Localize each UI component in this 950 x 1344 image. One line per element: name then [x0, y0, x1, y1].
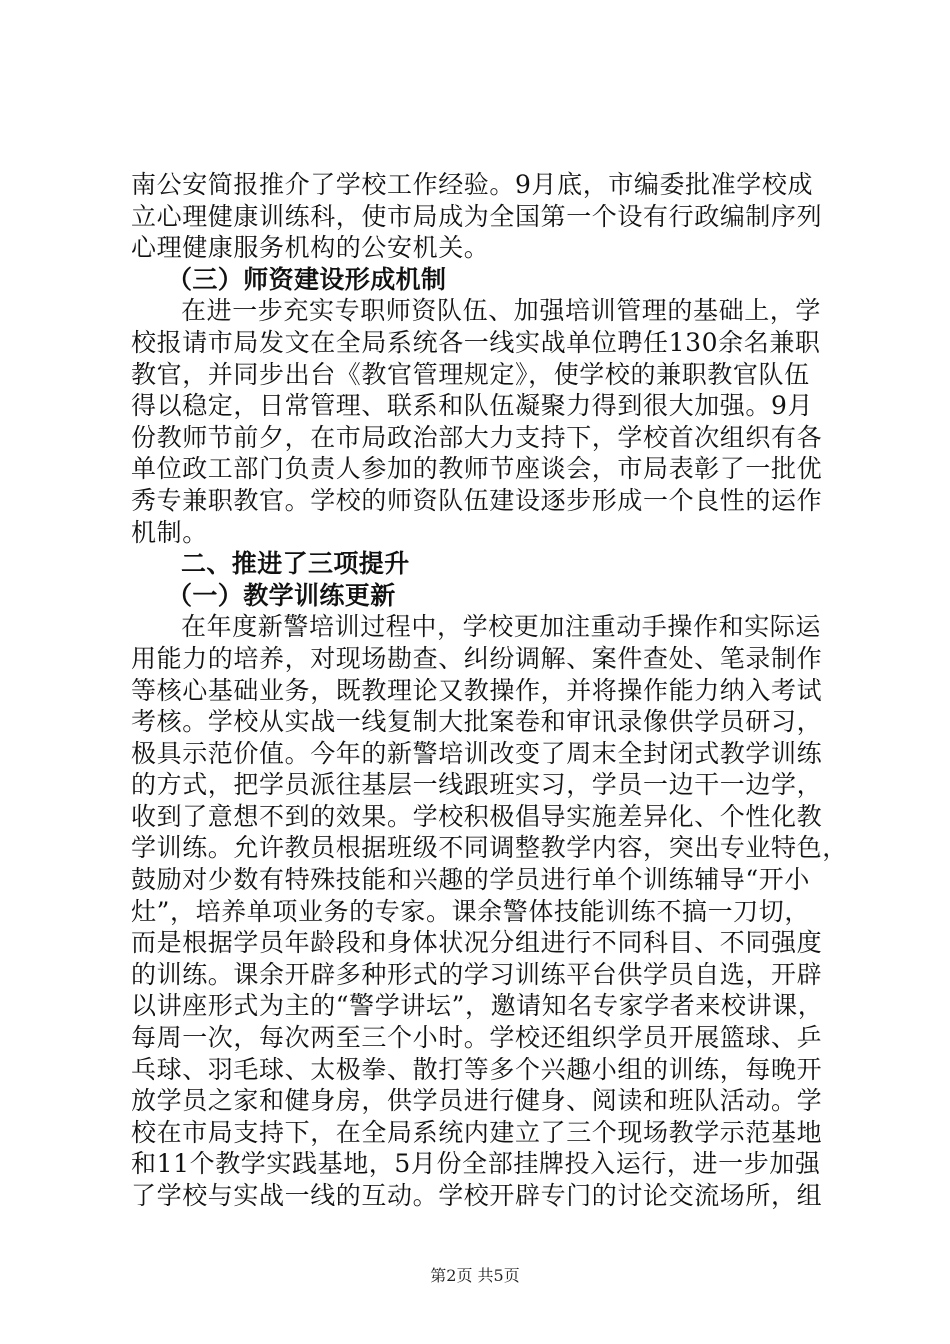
paragraph-line: 的方式，把学员派往基层一线跟班实习，学员一边干一边学，	[131, 770, 823, 800]
paragraph-line: 立心理健康训练科，使市局成为全国第一个设有行政编制序列	[131, 201, 823, 231]
paragraph-line: 乓球、羽毛球、太极拳、散打等多个兴趣小组的训练，每晚开	[131, 1054, 823, 1084]
paragraph-line: 校在市局支持下，在全局系统内建立了三个现场教学示范基地	[131, 1117, 823, 1147]
paragraph-line: 学训练。允许教员根据班级不同调整教学内容，突出专业特色，	[131, 833, 848, 863]
paragraph-line: 机制。	[131, 517, 208, 547]
paragraph-line: 秀专兼职教官。学校的师资队伍建设逐步形成一个良性的运作	[131, 485, 823, 515]
paragraph-line: 鼓励对少数有特殊技能和兴趣的学员进行单个训练辅导“开小	[131, 865, 810, 895]
paragraph-line: 得以稳定，日常管理、联系和队伍凝聚力得到很大加强。9月	[131, 391, 814, 421]
paragraph-line: 极具示范价值。今年的新警培训改变了周末全封闭式教学训练	[131, 738, 823, 768]
paragraph-line: 的训练。课余开辟多种形式的学习训练平台供学员自选，开辟	[131, 959, 823, 989]
paragraph-line: 收到了意想不到的效果。学校积极倡导实施差异化、个性化教	[131, 801, 823, 831]
section-heading: （一）教学训练更新	[167, 580, 396, 610]
paragraph-line: 用能力的培养，对现场勘查、纠纷调解、案件查处、笔录制作	[131, 643, 823, 673]
paragraph-line: 放学员之家和健身房，供学员进行健身、阅读和班队活动。学	[131, 1086, 823, 1116]
paragraph-line: 份教师节前夕，在市局政治部大力支持下，学校首次组织有各	[131, 422, 823, 452]
paragraph-line: 教官，并同步出台《教官管理规定》，使学校的兼职教官队伍	[131, 359, 810, 389]
paragraph-line: 每周一次，每次两至三个小时。学校还组织学员开展篮球、乒	[131, 1023, 823, 1053]
paragraph-line: 在进一步充实专职师资队伍、加强培训管理的基础上，学	[181, 296, 822, 326]
paragraph-line: 等核心基础业务，既教理论又教操作，并将操作能力纳入考试	[131, 675, 823, 705]
paragraph-line: 单位政工部门负责人参加的教师节座谈会，市局表彰了一批优	[131, 454, 823, 484]
paragraph-line: 校报请市局发文在全局系统各一线实战单位聘任130余名兼职	[131, 327, 821, 357]
paragraph-line: 在年度新警培训过程中，学校更加注重动手操作和实际运	[181, 612, 822, 642]
page-footer: 第2页 共5页	[430, 1266, 520, 1285]
paragraph-line: 而是根据学员年龄段和身体状况分组进行不同科目、不同强度	[131, 928, 823, 958]
paragraph-line: 以讲座形式为主的“警学讲坛”，邀请知名专家学者来校讲课，	[131, 991, 824, 1021]
paragraph-line: 南公安简报推介了学校工作经验。9月底，市编委批准学校成	[131, 170, 814, 199]
section-heading: （三）师资建设形成机制	[167, 264, 447, 294]
document-body	[131, 169, 848, 1212]
section-heading: 二、推进了三项提升	[181, 549, 410, 579]
paragraph-line: 灶”，培养单项业务的专家。课余警体技能训练不搞一刀切，	[131, 896, 810, 926]
paragraph-line: 和11个教学实践基地，5月份全部挂牌投入运行，进一步加强	[131, 1149, 821, 1179]
paragraph-line: 考核。学校从实战一线复制大批案卷和审讯录像供学员研习，	[131, 707, 823, 737]
paragraph-line: 心理健康服务机构的公安机关。	[131, 233, 490, 263]
paragraph-line: 了学校与实战一线的互动。学校开辟专门的讨论交流场所，组	[131, 1181, 823, 1210]
